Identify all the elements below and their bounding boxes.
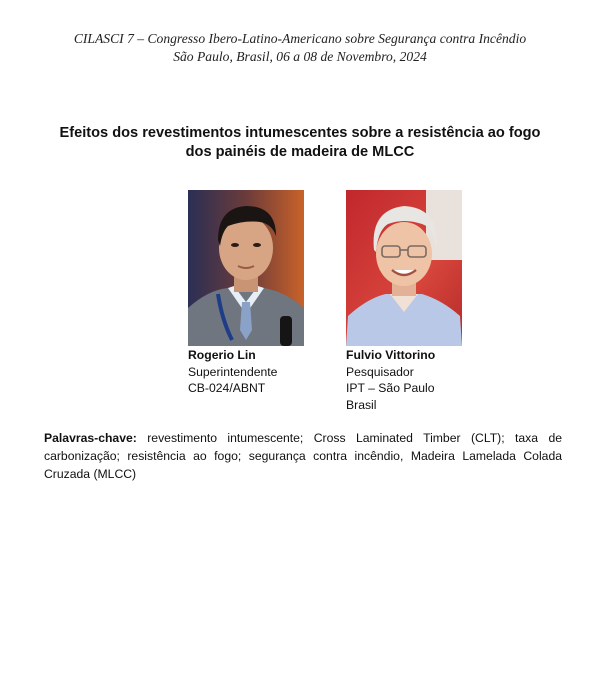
conference-name: CILASCI 7 – Congresso Ibero-Latino-Americano sobre Segurança contra Incêndio bbox=[73, 31, 527, 46]
author-role: Superintendente bbox=[188, 364, 278, 379]
paper-title bbox=[40, 124, 560, 162]
author-block-1 bbox=[188, 347, 277, 397]
paper-title-line-1: Efeitos dos revestimentos intumescentes sobre a resistência ao fogo bbox=[59, 125, 541, 141]
conference-location-date: São Paulo, Brasil, 06 a 08 de Novembro, 2024 bbox=[173, 49, 427, 64]
author-role: Pesquisador bbox=[346, 364, 414, 379]
keywords-label: Palavras-chave: bbox=[44, 431, 137, 445]
keywords-text: revestimento intumescente; Cross Laminated Timber (CLT); taxa de carbonização; resistência ao fogo; segurança contra incêndio, Madeira Lamelada Colada Cruzada (MLCC) bbox=[44, 431, 563, 481]
author-name: Rogerio Lin bbox=[188, 348, 256, 362]
keywords-paragraph bbox=[44, 429, 562, 483]
author-photo-fulvio-vittorino bbox=[346, 190, 462, 346]
author-name: Fulvio Vittorino bbox=[346, 348, 436, 362]
author-country: Brasil bbox=[346, 397, 377, 412]
author-photo-rogerio-lin bbox=[188, 190, 304, 346]
author-affiliation: IPT – São Paulo bbox=[346, 381, 435, 395]
author-block-2 bbox=[346, 347, 435, 413]
author-affiliation: CB-024/ABNT bbox=[188, 381, 266, 395]
conference-header bbox=[0, 30, 600, 66]
paper-title-line-2: dos painéis de madeira de MLCC bbox=[185, 144, 415, 160]
